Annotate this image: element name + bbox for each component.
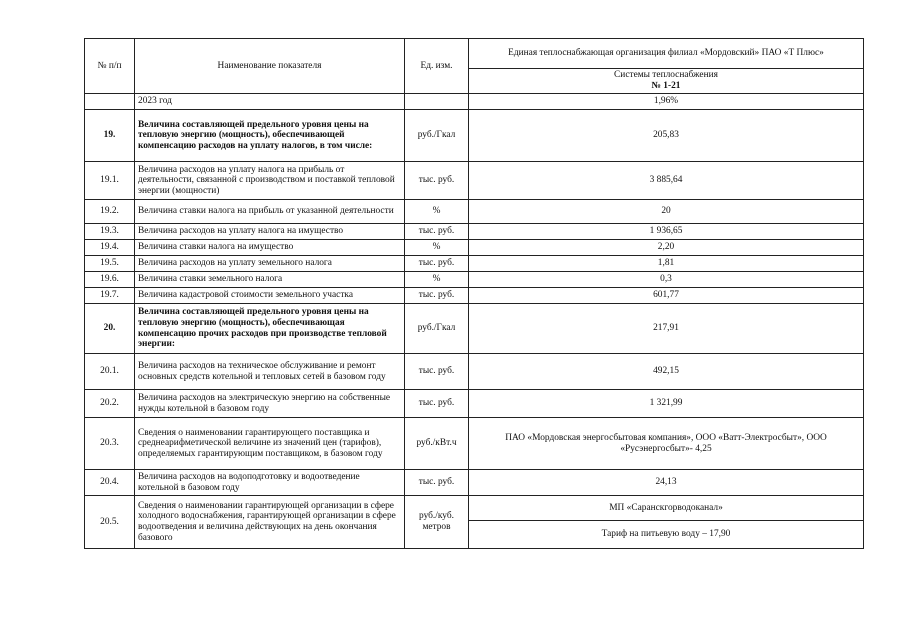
row-num: 20.3.	[85, 418, 135, 470]
row-name: Величина составляющей предельного уровня цены на тепловую энергию (мощность), обеспечивающая компенсацию прочих расходов при производстве тепловой энергии:	[135, 304, 405, 354]
table-row	[85, 272, 864, 288]
table-row	[85, 390, 864, 418]
table-row	[85, 240, 864, 256]
row-name: Величина расходов на электрическую энергию на собственные нужды котельной в базовом году	[135, 390, 405, 418]
row-name: Величина ставки земельного налога	[135, 272, 405, 288]
table-row	[85, 200, 864, 224]
row-num: 19.7.	[85, 288, 135, 304]
header-name: Наименование показателя	[135, 39, 405, 94]
row-unit: тыс. руб.	[405, 470, 469, 496]
table-row	[85, 288, 864, 304]
row-name: Величина составляющей предельного уровня цены на тепловую энергию (мощность), обеспечивающей компенсацию расходов на уплату налогов, в том числе:	[135, 110, 405, 162]
header-org: Единая теплоснабжающая организация филиал «Мордовский» ПАО «Т Плюс»	[469, 39, 864, 69]
table-row	[85, 94, 864, 110]
row-value: 205,83	[469, 110, 864, 162]
row-value-bottom: Тариф на питьевую воду – 17,90	[469, 521, 864, 549]
table-row	[85, 470, 864, 496]
table-row	[85, 418, 864, 470]
row-unit	[405, 94, 469, 110]
row-unit: тыс. руб.	[405, 390, 469, 418]
table-row	[85, 496, 864, 521]
row-num: 20.4.	[85, 470, 135, 496]
row-num: 19.3.	[85, 224, 135, 240]
row-value: 3 885,64	[469, 162, 864, 200]
row-value: ПАО «Мордовская энергосбытовая компания», ООО «Ватт-Электросбыт», ООО «Русэнергосбыт»- 4,25	[469, 418, 864, 470]
row-value-top: МП «Саранскгорводоканал»	[469, 496, 864, 521]
header-systems	[469, 69, 864, 94]
row-num: 19.	[85, 110, 135, 162]
row-unit: %	[405, 240, 469, 256]
row-name: Величина расходов на техническое обслуживание и ремонт основных средств котельной и тепловых сетей в базовом году	[135, 354, 405, 390]
table-row	[85, 354, 864, 390]
row-num: 19.2.	[85, 200, 135, 224]
row-value: 1 321,99	[469, 390, 864, 418]
table-body	[85, 94, 864, 496]
row-value: 20	[469, 200, 864, 224]
tariff-table	[84, 38, 864, 549]
row-value: 1,96%	[469, 94, 864, 110]
row-name: Сведения о наименовании гарантирующей организации в сфере холодного водоснабжения, гарантирующей организации в сфере водоотведения и величина действующих на день окончания базового	[135, 496, 405, 549]
last-row-body	[85, 496, 864, 549]
row-value: 601,77	[469, 288, 864, 304]
header-unit: Ед. изм.	[405, 39, 469, 94]
row-num: 19.1.	[85, 162, 135, 200]
row-unit: руб./куб. метров	[405, 496, 469, 549]
table-row	[85, 304, 864, 354]
row-unit: %	[405, 200, 469, 224]
row-num: 20.5.	[85, 496, 135, 549]
row-unit: руб./Гкал	[405, 110, 469, 162]
row-num: 19.5.	[85, 256, 135, 272]
row-num: 20.	[85, 304, 135, 354]
row-value: 2,20	[469, 240, 864, 256]
row-num: 19.6.	[85, 272, 135, 288]
row-unit: тыс. руб.	[405, 288, 469, 304]
systems-sub: № 1-21	[651, 81, 681, 91]
row-value: 1 936,65	[469, 224, 864, 240]
row-num: 20.1.	[85, 354, 135, 390]
row-num	[85, 94, 135, 110]
row-unit: тыс. руб.	[405, 224, 469, 240]
row-name: Величина ставки налога на имущество	[135, 240, 405, 256]
row-value: 217,91	[469, 304, 864, 354]
row-value: 492,15	[469, 354, 864, 390]
row-name: Величина расходов на уплату земельного налога	[135, 256, 405, 272]
systems-title: Системы теплоснабжения	[614, 70, 718, 81]
row-name: Величина расходов на уплату налога на прибыль от деятельности, связанной с производством и поставкой тепловой энергии (мощности)	[135, 162, 405, 200]
row-value: 0,3	[469, 272, 864, 288]
row-name: Величина ставки налога на прибыль от указанной деятельности	[135, 200, 405, 224]
table-row	[85, 110, 864, 162]
row-num: 20.2.	[85, 390, 135, 418]
row-name: Величина расходов на водоподготовку и водоотведение котельной в базовом году	[135, 470, 405, 496]
row-unit: руб./кВт.ч	[405, 418, 469, 470]
table-row	[85, 256, 864, 272]
row-name: Сведения о наименовании гарантирующего поставщика и среднеарифметической величине из значений цен (тарифов), определяемых гарантирующим поставщиком, в базовом году	[135, 418, 405, 470]
row-value: 1,81	[469, 256, 864, 272]
row-unit: тыс. руб.	[405, 354, 469, 390]
header-num: № п/п	[85, 39, 135, 94]
row-num: 19.4.	[85, 240, 135, 256]
row-unit: %	[405, 272, 469, 288]
row-name: 2023 год	[135, 94, 405, 110]
table-row	[85, 162, 864, 200]
row-unit: руб./Гкал	[405, 304, 469, 354]
table-row	[85, 224, 864, 240]
row-value: 24,13	[469, 470, 864, 496]
row-unit: тыс. руб.	[405, 256, 469, 272]
row-name: Величина расходов на уплату налога на имущество	[135, 224, 405, 240]
row-unit: тыс. руб.	[405, 162, 469, 200]
row-name: Величина кадастровой стоимости земельного участка	[135, 288, 405, 304]
header-row-1	[85, 39, 864, 69]
